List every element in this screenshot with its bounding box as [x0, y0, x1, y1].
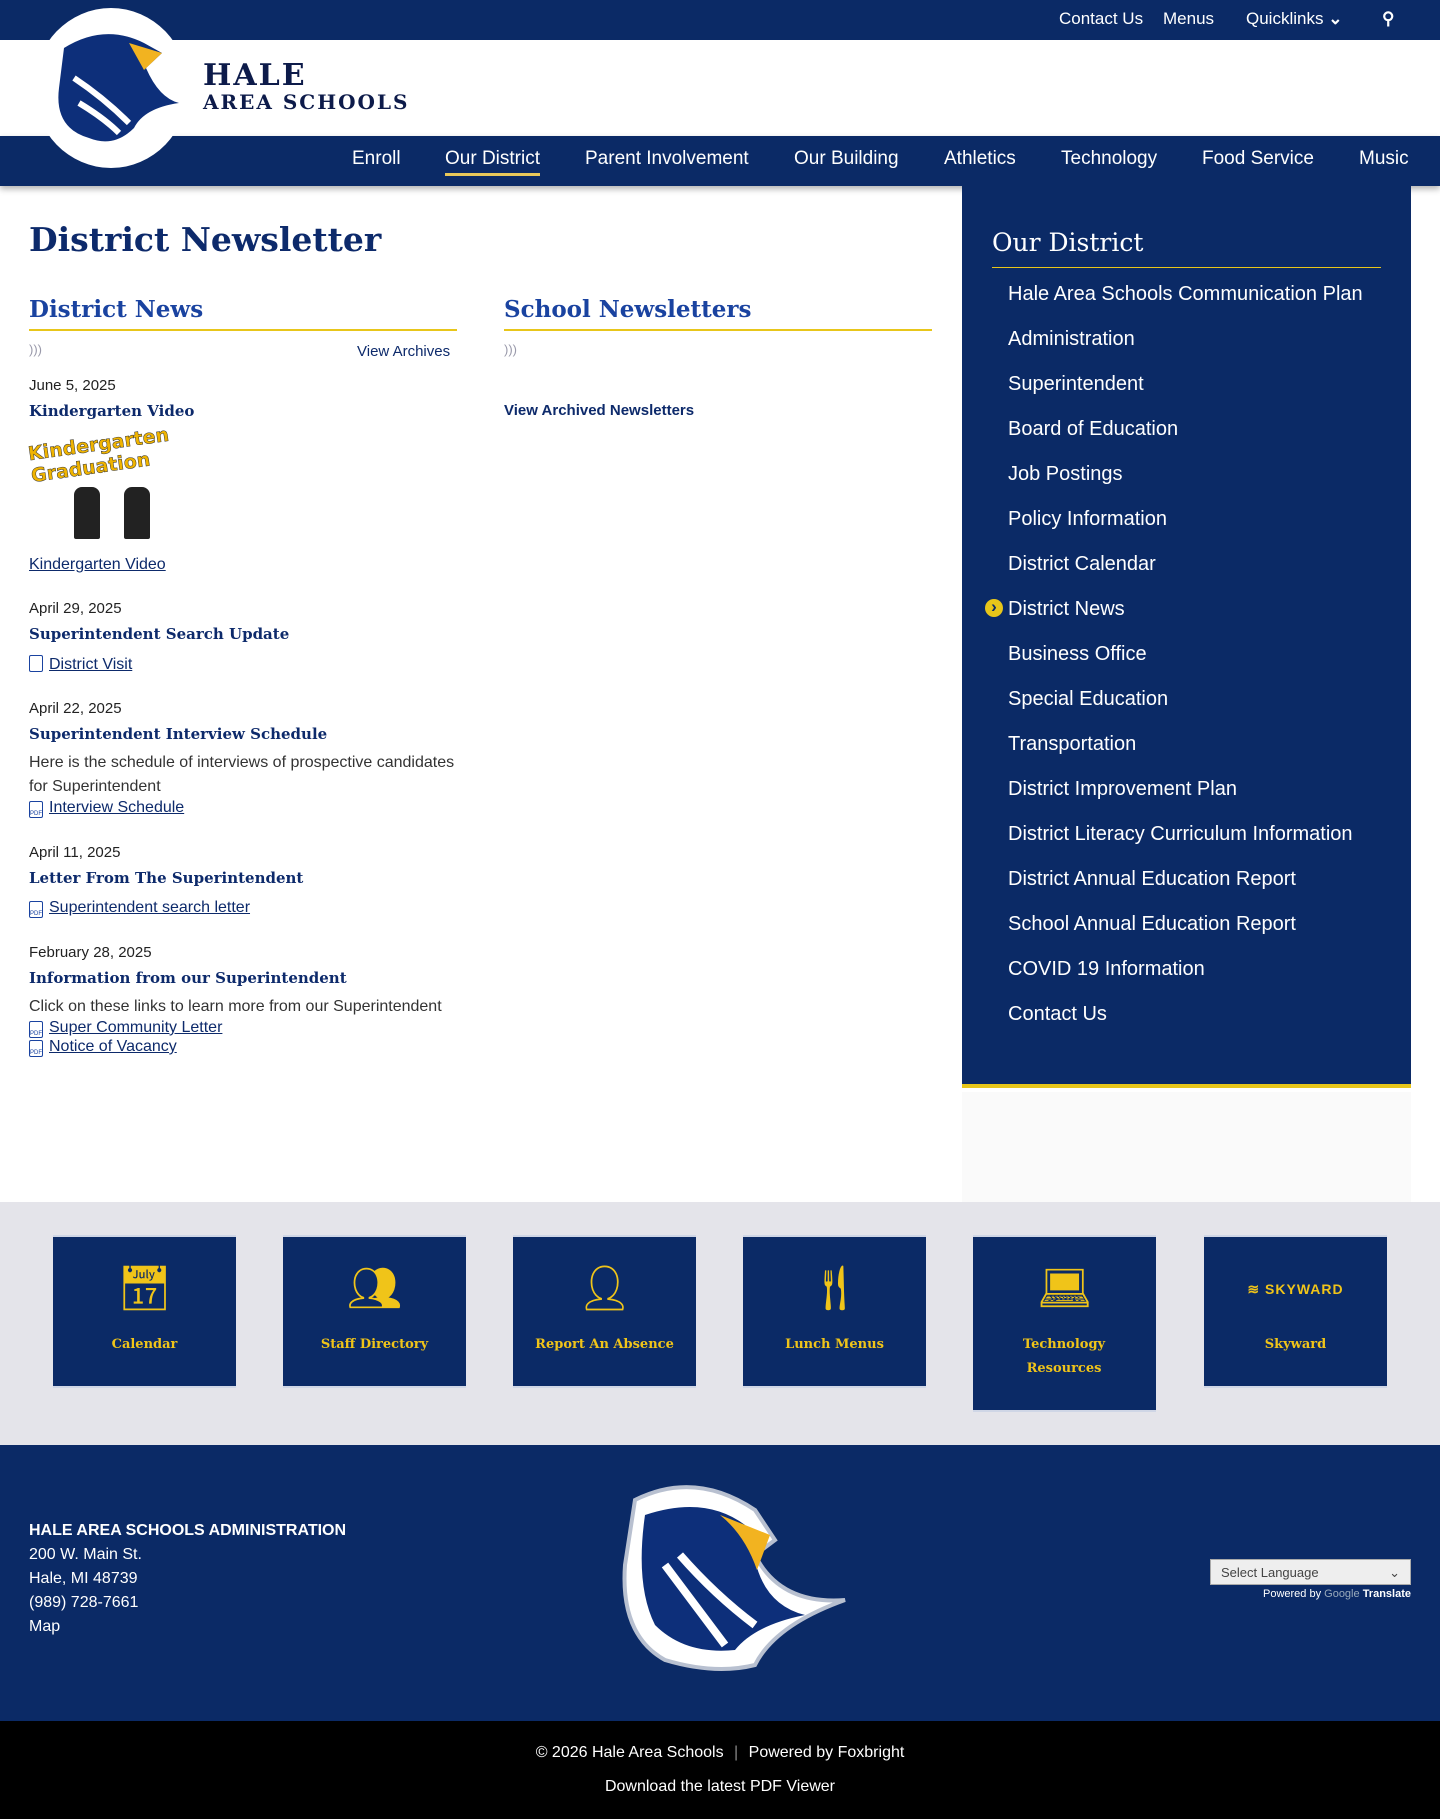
- google-label: Google: [1324, 1588, 1360, 1600]
- sidebar-item[interactable]: › District News: [1008, 598, 1125, 621]
- sidebar-item[interactable]: Administration: [1008, 328, 1135, 350]
- nav-our-district[interactable]: Our District: [445, 148, 540, 176]
- utensils-icon: 🍴︎: [806, 1264, 863, 1313]
- utility-bar: [0, 0, 1440, 40]
- kindergarten-graduation-image[interactable]: [26, 423, 191, 544]
- sidebar-item[interactable]: District Calendar: [1008, 553, 1156, 575]
- file-link[interactable]: District Visit: [49, 656, 133, 673]
- news-list: [26, 377, 457, 1057]
- sidebar-item[interactable]: Contact Us: [1008, 1003, 1107, 1025]
- tile-staff-directory[interactable]: [283, 1235, 466, 1388]
- footer-address: 200 W. Main St.: [29, 1546, 142, 1563]
- sidebar-heading: Our District: [992, 228, 1381, 268]
- news-date: April 29, 2025: [29, 600, 122, 617]
- sidebar-item[interactable]: Job Postings: [1008, 463, 1123, 485]
- language-select[interactable]: [1210, 1559, 1411, 1585]
- main-nav: [0, 136, 1440, 186]
- sidebar-item[interactable]: District Annual Education Report: [1008, 868, 1296, 890]
- news-date: February 28, 2025: [29, 944, 152, 961]
- news-item: [26, 377, 457, 574]
- tile-label: Report An Absence: [535, 1337, 674, 1352]
- map-link[interactable]: Map: [29, 1618, 61, 1635]
- tile-calendar[interactable]: [53, 1235, 236, 1388]
- news-body: Here is the schedule of interviews of prospective candidates for Superintendent: [29, 754, 455, 795]
- sidebar-item[interactable]: Board of Education: [1008, 418, 1179, 440]
- tile-label: Calendar: [111, 1337, 178, 1352]
- news-link[interactable]: Kindergarten Video: [29, 556, 166, 573]
- sidebar-item[interactable]: Special Education: [1008, 688, 1169, 710]
- copyright-bar: © 2026 Hale Area Schools | Powered by Foxbright Download the latest PDF Viewer: [0, 1721, 1440, 1819]
- sidebar-item[interactable]: District Improvement Plan: [1008, 778, 1237, 800]
- news-date: June 5, 2025: [29, 377, 116, 394]
- nav-technology[interactable]: Technology: [1061, 148, 1158, 169]
- tile-label: Staff Directory: [320, 1337, 429, 1352]
- nav-parent-involvement[interactable]: Parent Involvement: [585, 148, 749, 169]
- news-item: [29, 844, 457, 918]
- school-newsletters-heading: School Newsletters: [504, 296, 932, 331]
- nav-enroll[interactable]: Enroll: [352, 148, 401, 169]
- file-link[interactable]: Interview Schedule: [49, 799, 185, 816]
- news-title: Superintendent Interview Schedule: [29, 725, 328, 743]
- district-news-heading: District News: [29, 296, 457, 331]
- news-item: [29, 700, 457, 818]
- pdf-icon: PDF: [29, 801, 43, 818]
- sidebar-item[interactable]: Superintendent: [1008, 373, 1144, 395]
- tile-label: Lunch Menus: [785, 1337, 884, 1352]
- contact-us-link[interactable]: Contact Us: [1059, 9, 1144, 28]
- skyward-logo: ≋ SKYWARD: [1247, 1281, 1344, 1297]
- language-select-value: Select Language: [1221, 1565, 1319, 1580]
- search-icon[interactable]: ⚲: [1382, 9, 1395, 28]
- news-body: Click on these links to learn more from our Superintendent: [29, 998, 442, 1015]
- pdf-icon: PDF: [29, 901, 43, 918]
- file-link[interactable]: Superintendent search letter: [49, 899, 251, 916]
- foxbright-link[interactable]: Foxbright: [837, 1744, 905, 1761]
- tile-report-absence[interactable]: [513, 1235, 696, 1388]
- sidebar-item[interactable]: Hale Area Schools Communication Plan: [1008, 283, 1363, 305]
- tile-lunch-menus[interactable]: [743, 1235, 926, 1388]
- chevron-down-icon: ⌄: [1328, 9, 1343, 28]
- eagle-logo[interactable]: [34, 8, 188, 168]
- person-edit-icon: 👤︎: [576, 1264, 633, 1313]
- news-title: Superintendent Search Update: [29, 625, 290, 643]
- translate-link[interactable]: Translate: [1362, 1588, 1411, 1600]
- tile-skyward[interactable]: [1204, 1235, 1387, 1388]
- nav-music[interactable]: Music: [1359, 148, 1409, 169]
- pdf-icon: PDF: [29, 1040, 43, 1057]
- menus-link[interactable]: Menus: [1163, 9, 1215, 28]
- image-file-icon: [29, 655, 43, 672]
- tile-label: Skyward: [1264, 1337, 1327, 1352]
- sidebar-item[interactable]: Transportation: [1008, 733, 1137, 755]
- footer-phone: (989) 728-7661: [29, 1594, 139, 1611]
- tile-label: Technology Resources: [1022, 1337, 1106, 1376]
- image-caption: Kindergarten Graduation: [26, 423, 171, 488]
- chevron-down-icon: ⌄: [1389, 1565, 1400, 1580]
- laptop-icon: 💻︎: [1036, 1264, 1093, 1313]
- quick-links-band: [0, 1202, 1440, 1445]
- footer-city: Hale, MI 48739: [29, 1570, 138, 1587]
- news-title: Letter From The Superintendent: [29, 869, 304, 887]
- sidebar-item[interactable]: District Literacy Curriculum Information: [1008, 823, 1353, 845]
- eagle-mascot: [605, 1475, 850, 1675]
- file-link[interactable]: Notice of Vacancy: [49, 1038, 177, 1055]
- quicklinks-dropdown[interactable]: [1246, 9, 1342, 29]
- powered-by-text: Powered by: [748, 1744, 834, 1761]
- copyright-text: © 2026 Hale Area Schools: [535, 1744, 724, 1761]
- view-archives-link[interactable]: View Archives: [357, 343, 451, 360]
- sidebar: [962, 186, 1411, 1088]
- news-title: Kindergarten Video: [29, 402, 195, 420]
- pdf-viewer-link[interactable]: Download the latest PDF Viewer: [604, 1778, 836, 1795]
- file-link[interactable]: Super Community Letter: [49, 1019, 223, 1036]
- powered-by-label: Powered by: [1262, 1588, 1322, 1600]
- quicklinks-label: Quicklinks: [1246, 9, 1324, 28]
- sidebar-item[interactable]: COVID 19 Information: [1008, 958, 1205, 980]
- sidebar-item[interactable]: Policy Information: [1008, 508, 1167, 530]
- pdf-icon: PDF: [29, 1021, 43, 1038]
- news-title: Information from our Superintendent: [29, 969, 347, 987]
- nav-food-service[interactable]: Food Service: [1202, 148, 1314, 169]
- brand-subtitle: AREA SCHOOLS: [203, 90, 410, 114]
- nav-our-building[interactable]: Our Building: [794, 148, 899, 169]
- rss-icon[interactable]: ))): [504, 342, 517, 357]
- news-item: [29, 600, 457, 674]
- footer: [0, 1445, 1440, 1721]
- google-translate-credit: [1263, 1588, 1411, 1600]
- page-title: District Newsletter: [29, 220, 382, 259]
- news-item: [29, 944, 457, 1057]
- calendar-icon: 📅︎: [116, 1264, 173, 1313]
- people-icon: 👥︎: [346, 1264, 403, 1313]
- rss-icon[interactable]: ))): [29, 342, 42, 357]
- news-date: April 22, 2025: [29, 700, 122, 717]
- brand-name: HALE: [203, 58, 307, 93]
- sidebar-item[interactable]: Business Office: [1008, 643, 1147, 665]
- footer-org: HALE AREA SCHOOLS ADMINISTRATION: [29, 1522, 347, 1539]
- news-date: April 11, 2025: [29, 844, 121, 861]
- view-archived-newsletters-link[interactable]: View Archived Newsletters: [504, 402, 695, 419]
- tile-technology-resources[interactable]: [973, 1235, 1156, 1412]
- sidebar-item[interactable]: School Annual Education Report: [1008, 913, 1296, 935]
- nav-athletics[interactable]: Athletics: [944, 148, 1016, 169]
- sidebar-spacer: [962, 1092, 1411, 1202]
